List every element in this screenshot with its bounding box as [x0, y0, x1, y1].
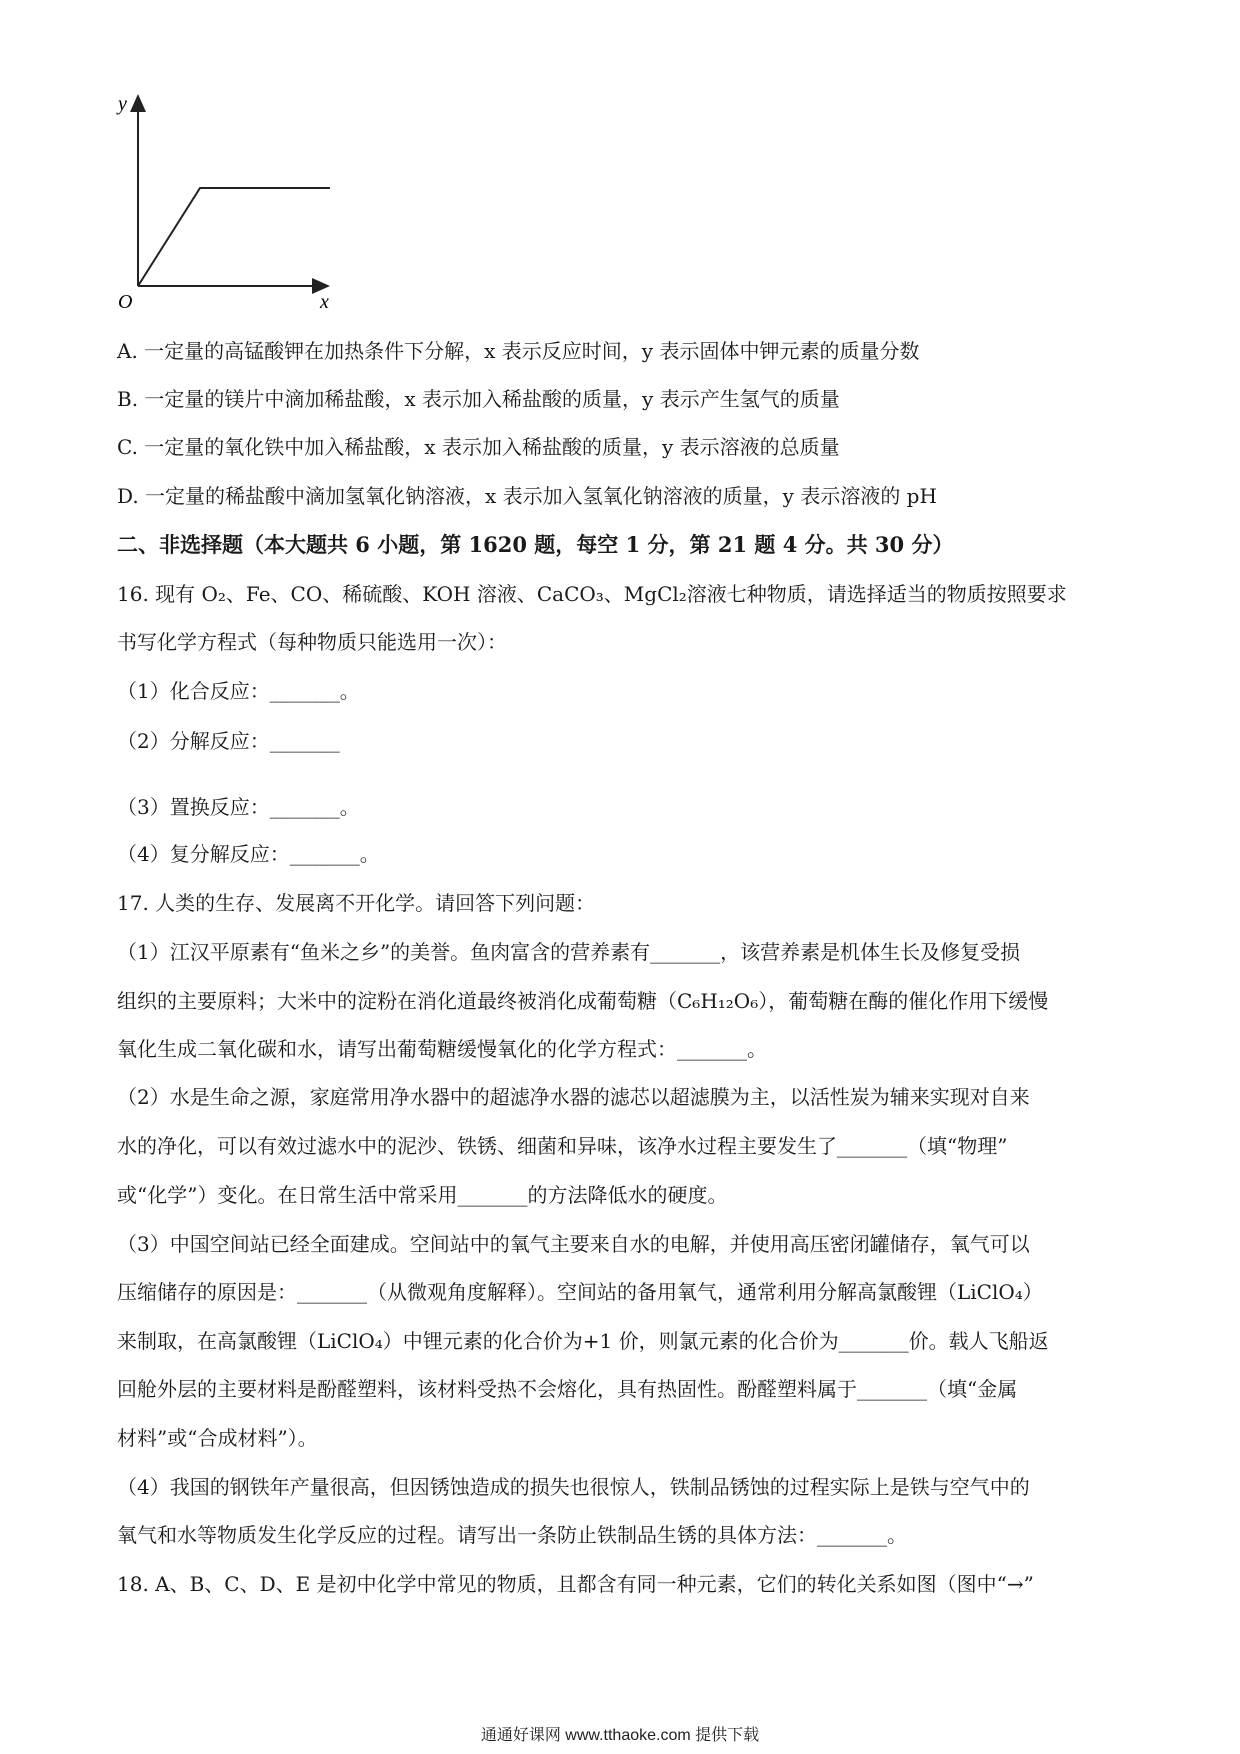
- option-c: C. 一定量的氧化铁中加入稀盐酸，x 表示加入稀盐酸的质量，y 表示溶液的总质量: [117, 435, 840, 459]
- option-a: A. 一定量的高锰酸钾在加热条件下分解，x 表示反应时间，y 表示固体中钾元素的质量分数: [117, 339, 920, 363]
- q17-intro: 17. 人类的生存、发展离不开化学。请回答下列问题：: [117, 891, 596, 915]
- q17-p3-line1: （3）中国空间站已经全面建成。空间站中的氧气主要来自水的电解，并使用高压密闭罐储存，氧气可以: [117, 1232, 1030, 1256]
- q18-line1: 18. A、B、C、D、E 是初中化学中常见的物质，且都含有同一种元素，它们的转化关系如图（图中“→”: [117, 1572, 1034, 1596]
- q17-p3-line5: 材料”或“合成材料”）。: [117, 1426, 318, 1450]
- y-axis-label: y: [118, 93, 127, 115]
- q17-p3-line3: 来制取，在高氯酸锂（LiClO₄）中锂元素的化合价为+1 价，则氯元素的化合价为_______价。载人飞船返: [117, 1329, 1049, 1353]
- q17-p1-line2: 组织的主要原料；大米中的淀粉在消化道最终被消化成葡萄糖（C₆H₁₂O₆），葡萄糖在酶的催化作用下缓慢: [117, 989, 1049, 1013]
- q17-p1-line1: （1）江汉平原素有“鱼米之乡”的美誉。鱼肉富含的营养素有_______，该营养素是机体生长及修复受损: [117, 940, 1021, 964]
- q16-part3: （3）置换反应：_______。: [117, 795, 360, 819]
- q16-part2: （2）分解反应：_______: [117, 729, 340, 753]
- q16-part4: （4）复分解反应：_______。: [117, 842, 380, 866]
- option-b: B. 一定量的镁片中滴加稀盐酸，x 表示加入稀盐酸的质量，y 表示产生氢气的质量: [117, 387, 840, 411]
- q16-line2: 书写化学方程式（每种物质只能选用一次）：: [117, 630, 507, 654]
- q17-p1-line3: 氧化生成二氧化碳和水，请写出葡萄糖缓慢氧化的化学方程式：_______。: [117, 1037, 767, 1061]
- q17-p2-line1: （2）水是生命之源，家庭常用净水器中的超滤净水器的滤芯以超滤膜为主，以活性炭为辅来实现对自来: [117, 1085, 1030, 1109]
- q16-part1: （1）化合反应：_______。: [117, 679, 360, 703]
- q17-p4-line1: （4）我国的钢铁年产量很高，但因锈蚀造成的损失也很惊人，铁制品锈蚀的过程实际上是铁与空气中的: [117, 1475, 1030, 1499]
- graph-svg: [100, 88, 340, 318]
- q17-p3-line4: 回舱外层的主要材料是酚醛塑料，该材料受热不会熔化，具有热固性。酚醛塑料属于_______（填“金属: [117, 1377, 1018, 1401]
- option-d: D. 一定量的稀盐酸中滴加氢氧化钠溶液，x 表示加入氢氧化钠溶液的质量，y 表示溶液的 pH: [117, 484, 937, 508]
- page-footer: 通通好课网 www.tthaoke.com 提供下载: [480, 1727, 760, 1744]
- q16-line1: 16. 现有 O₂、Fe、CO、稀硫酸、KOH 溶液、CaCO₃、MgCl₂溶液七种物质，请选择适当的物质按照要求: [117, 582, 1067, 606]
- curve-line: [138, 188, 330, 286]
- origin-label: O: [118, 291, 133, 313]
- x-axis-label: x: [320, 291, 329, 313]
- q17-p2-line3: 或“化学”）变化。在日常生活中常采用_______的方法降低水的硬度。: [117, 1183, 728, 1207]
- q17-p3-line2: 压缩储存的原因是：_______（从微观角度解释）。空间站的备用氧气，通常利用分解高氯酸锂（LiClO₄）: [117, 1280, 1043, 1304]
- line-graph: [100, 88, 340, 318]
- q17-p2-line2: 水的净化，可以有效过滤水中的泥沙、铁锈、细菌和异味，该净水过程主要发生了_______（填“物理”: [117, 1134, 1008, 1158]
- q17-p4-line2: 氧气和水等物质发生化学反应的过程。请写出一条防止铁制品生锈的具体方法：_______。: [117, 1523, 907, 1547]
- section-heading: 二、非选择题（本大题共 6 小题，第 1620 题，每空 1 分，第 21 题 4 分。共 30 分）: [117, 532, 954, 557]
